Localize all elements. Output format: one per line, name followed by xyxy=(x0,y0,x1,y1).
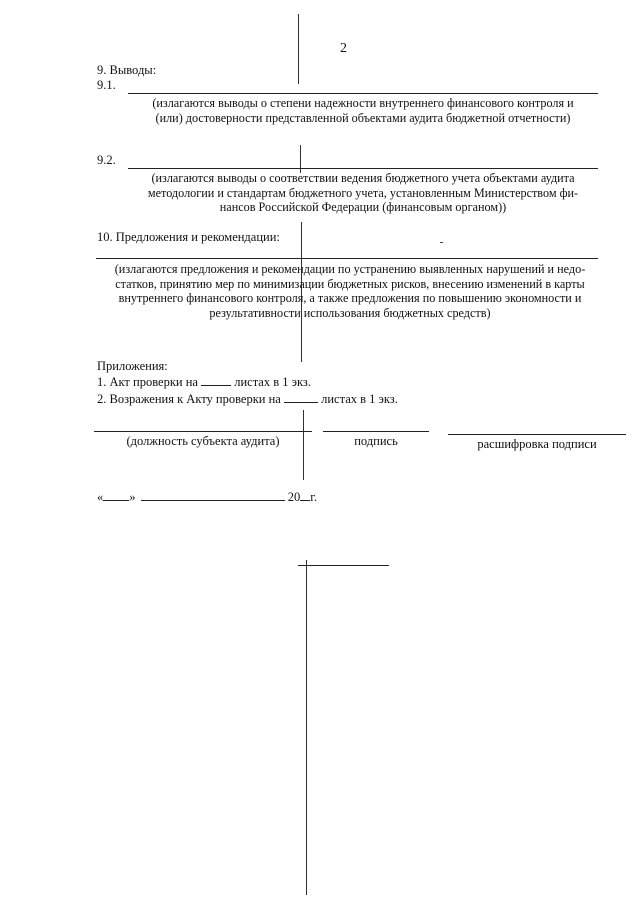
date-line xyxy=(97,489,317,505)
attachments-heading: Приложения: xyxy=(97,359,168,373)
fold-line-top xyxy=(298,14,299,84)
attachment-item-1-suffix: листах в 1 экз. xyxy=(234,375,311,389)
section-9-2-note-line-2: методологии и стандартам бюджетного учета, установленным Министерством фи- xyxy=(147,185,579,200)
section-9-1-number: 9.1. xyxy=(97,78,116,92)
scan-speck xyxy=(440,242,443,243)
section-9-1-note-line-2: (или) достоверности представленной объектами аудита бюджетной отчетности) xyxy=(155,110,571,125)
decoding-label: расшифровка подписи xyxy=(477,437,597,451)
date-day-blank[interactable] xyxy=(103,489,129,501)
section-10-note-line-4: результативности использования бюджетных средств) xyxy=(209,305,491,320)
section-9-heading: 9. Выводы: xyxy=(97,63,157,77)
section-10-note xyxy=(90,262,610,321)
date-open-quote: « xyxy=(97,490,104,504)
section-9-2-number: 9.2. xyxy=(97,153,116,167)
page-number: 2 xyxy=(340,41,347,56)
section-9-1-note xyxy=(120,96,606,125)
section-10-note-line-2: статков, принятию мер по минимизации бюджетных рисков, внесению изменений в карты xyxy=(115,276,585,291)
attachment-item-2-suffix: листах в 1 экз. xyxy=(321,392,398,406)
date-year-suffix: г. xyxy=(310,490,318,504)
section-9-2-note xyxy=(120,171,606,215)
fold-line-bottom xyxy=(306,560,307,895)
signature-fill-line[interactable] xyxy=(323,431,429,432)
section-9-1-fill-line[interactable] xyxy=(128,93,598,94)
position-fill-line[interactable] xyxy=(94,431,312,432)
section-9-2-note-line-1: (излагаются выводы о соответствии ведения бюджетного учета объектами аудита xyxy=(151,171,575,185)
section-10-heading: 10. Предложения и рекомендации: xyxy=(97,230,280,244)
section-10-note-line-1: (излагаются предложения и рекомендации по устранению выявленных нарушений и недо- xyxy=(114,262,586,276)
decoding-fill-line[interactable] xyxy=(448,434,626,435)
attachment-item-2 xyxy=(97,391,398,407)
attachment-item-2-prefix: 2. Возражения к Акту проверки на xyxy=(97,392,281,406)
attachment-item-1 xyxy=(97,374,311,390)
section-9-2-note-line-3: нансов Российской Федерации (финансовым органом)) xyxy=(219,200,507,215)
bottom-separator-line xyxy=(298,565,389,566)
attachment-item-2-pages-blank[interactable] xyxy=(284,391,318,403)
section-10-fill-line[interactable] xyxy=(96,258,598,259)
section-9-2-fill-line[interactable] xyxy=(128,168,598,169)
date-year-blank[interactable] xyxy=(300,489,310,501)
signature-label: подпись xyxy=(354,434,398,448)
section-9-1-note-line-1: (излагаются выводы о степени надежности внутреннего финансового контроля и xyxy=(152,96,574,110)
attachment-item-1-prefix: 1. Акт проверки на xyxy=(97,375,198,389)
date-month-blank[interactable] xyxy=(141,489,285,501)
date-year-prefix: 20 xyxy=(287,490,301,504)
date-close-quote: » xyxy=(129,490,136,504)
position-label: (должность субъекта аудита) xyxy=(126,434,280,448)
section-10-note-line-3: внутреннего финансового контроля, а также предложения по повышению экономности и xyxy=(118,291,582,306)
attachment-item-1-pages-blank[interactable] xyxy=(201,374,231,386)
